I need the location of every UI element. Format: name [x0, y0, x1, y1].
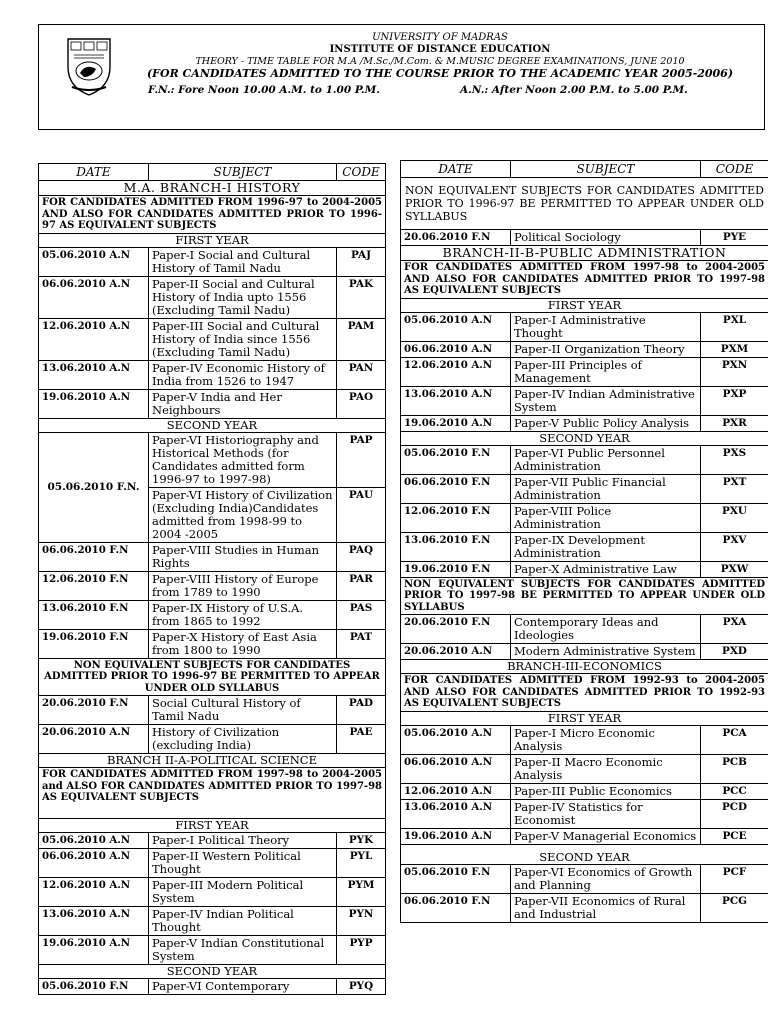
table-row — [39, 935, 386, 964]
code-cell: PAU — [337, 487, 386, 542]
subject-cell: Political Sociology — [511, 230, 701, 246]
subject-cell: Paper-IV Statistics for Economist — [511, 799, 701, 828]
code-cell: PAK — [337, 276, 386, 318]
code-cell: PYL — [337, 848, 386, 877]
code-cell: PAO — [337, 389, 386, 418]
code-cell: PXT — [701, 474, 768, 503]
code-cell: PAP — [337, 432, 386, 487]
table-row — [401, 828, 768, 844]
table-row — [401, 754, 768, 783]
date-cell: 12.06.2010 A.N — [401, 357, 511, 386]
subject-cell: Paper-VI Public Personnel Administration — [511, 445, 701, 474]
table-row — [39, 276, 386, 318]
eligibility-note: FOR CANDIDATES ADMITTED FROM 1996-97 to 2004-2005 AND ALSO FOR CANDIDATES ADMITTED PRIOR TO 1996-97 AS EQUIVALENT SUBJECTS — [39, 196, 386, 234]
code-cell: PXL — [701, 312, 768, 341]
table-row — [401, 532, 768, 561]
date-cell: 06.06.2010 F.N — [401, 474, 511, 503]
date-cell: 12.06.2010 A.N — [39, 318, 149, 360]
code-cell: PXW — [701, 561, 768, 577]
code-cell: PXV — [701, 532, 768, 561]
table-row — [39, 978, 386, 994]
date-cell: 13.06.2010 F.N — [39, 600, 149, 629]
timetable-title: THEORY - TIME TABLE FOR M.A /M.Sc./M.Com. & M.MUSIC DEGREE EXAMINATIONS, JUNE 2010 — [195, 56, 685, 67]
code-cell: PCB — [701, 754, 768, 783]
code-cell: PAT — [337, 629, 386, 658]
after-noon-timing: A.N.: After Noon 2.00 P.M. to 5.00 P.M. — [460, 84, 688, 96]
code-cell: PXA — [701, 615, 768, 644]
code-column-header: CODE — [337, 164, 386, 181]
table-header-row — [39, 164, 386, 181]
table-row — [39, 848, 386, 877]
date-cell: 05.06.2010 F.N — [401, 445, 511, 474]
non-equivalent-note: NON EQUIVALENT SUBJECTS FOR CANDIDATES ADMITTED PRIOR TO 1996-97 BE PERMITTED TO APPEAR UNDER OLD SYLLABUS — [401, 178, 768, 230]
date-cell: 19.06.2010 F.N — [39, 629, 149, 658]
date-cell: 20.06.2010 F.N — [401, 230, 511, 246]
table-row — [401, 799, 768, 828]
table-row — [401, 893, 768, 922]
subject-cell: Paper-V Indian Constitutional System — [149, 935, 337, 964]
subject-cell: Paper-III Public Economics — [511, 783, 701, 799]
subject-cell: Paper-I Micro Economic Analysis — [511, 725, 701, 754]
date-cell: 05.06.2010 A.N — [401, 725, 511, 754]
date-cell: 19.06.2010 F.N — [401, 561, 511, 577]
subject-cell: Paper-VIII Studies in Human Rights — [149, 542, 337, 571]
right-timetable — [400, 160, 768, 923]
year-heading: FIRST YEAR — [39, 818, 386, 832]
date-cell: 06.06.2010 A.N — [401, 341, 511, 357]
fore-noon-timing: F.N.: Fore Noon 10.00 A.M. to 1.00 P.M. — [148, 84, 380, 96]
date-column-header: DATE — [401, 161, 511, 178]
eligibility-note: FOR CANDIDATES ADMITTED FROM 1997-98 to 2004-2005 and ALSO FOR CANDIDATES ADMITTED PRIOR TO 1997-98 AS EQUIVALENT SUBJECTS — [39, 768, 386, 819]
date-column-header: DATE — [39, 164, 149, 181]
table-row — [401, 230, 768, 246]
code-cell: PCE — [701, 828, 768, 844]
table-row — [401, 725, 768, 754]
date-cell: 19.06.2010 A.N — [401, 828, 511, 844]
year-heading: SECOND YEAR — [401, 431, 768, 445]
date-cell: 12.06.2010 F.N — [39, 571, 149, 600]
subject-cell: History of Civilization (excluding India) — [149, 725, 337, 754]
code-column-header: CODE — [701, 161, 768, 178]
code-cell: PYE — [701, 230, 768, 246]
date-cell: 05.06.2010 A.N — [401, 312, 511, 341]
date-cell: 19.06.2010 A.N — [401, 415, 511, 431]
subject-cell: Paper-III Modern Political System — [149, 877, 337, 906]
date-cell: 12.06.2010 A.N — [39, 877, 149, 906]
code-cell: PCC — [701, 783, 768, 799]
subject-cell: Contemporary Ideas and Ideologies — [511, 615, 701, 644]
subject-cell: Paper-V Managerial Economics — [511, 828, 701, 844]
code-cell: PXD — [701, 644, 768, 660]
code-cell: PYP — [337, 935, 386, 964]
subject-cell: Paper-VIII History of Europe from 1789 to 1990 — [149, 571, 337, 600]
table-row — [401, 312, 768, 341]
eligibility-note: FOR CANDIDATES ADMITTED FROM 1997-98 to 2004-2005 AND ALSO FOR CANDIDATES ADMITTED PRIOR TO 1997-98 AS EQUIVALENT SUBJECTS — [401, 261, 768, 299]
subject-cell: Paper-VIII Police Administration — [511, 503, 701, 532]
subject-cell: Paper-VII Economics of Rural and Industrial — [511, 893, 701, 922]
candidates-note: (FOR CANDIDATES ADMITTED TO THE COURSE PRIOR TO THE ACADEMIC YEAR 2005-2006) — [146, 67, 734, 80]
subject-cell: Paper-VI Contemporary — [149, 978, 337, 994]
date-cell: 13.06.2010 A.N — [39, 360, 149, 389]
date-cell: 06.06.2010 F.N — [401, 893, 511, 922]
date-cell: 20.06.2010 A.N — [39, 725, 149, 754]
subject-cell: Paper-VI History of Civilization (Excluding India)Candidates admitted from 1998-99 to 2004 -2005 — [149, 487, 337, 542]
code-cell: PYK — [337, 832, 386, 848]
subject-cell: Paper-IV Indian Administrative System — [511, 386, 701, 415]
table-row — [39, 906, 386, 935]
year-heading: SECOND YEAR — [39, 418, 386, 432]
table-row — [401, 386, 768, 415]
date-cell: 05.06.2010 F.N — [39, 978, 149, 994]
subject-cell: Paper-IX History of U.S.A. from 1865 to 1992 — [149, 600, 337, 629]
table-row — [401, 644, 768, 660]
table-row — [39, 725, 386, 754]
table-row — [39, 542, 386, 571]
subject-cell: Paper-I Administrative Thought — [511, 312, 701, 341]
subject-cell: Paper-X Administrative Law — [511, 561, 701, 577]
table-row — [401, 615, 768, 644]
subject-cell: Paper-II Western Political Thought — [149, 848, 337, 877]
date-cell: 05.06.2010 A.N — [39, 247, 149, 276]
code-cell: PYN — [337, 906, 386, 935]
date-cell: 19.06.2010 A.N — [39, 389, 149, 418]
subject-cell: Paper-IX Development Administration — [511, 532, 701, 561]
date-cell: 05.06.2010 A.N — [39, 832, 149, 848]
subject-cell: Paper-VI Economics of Growth and Planning — [511, 864, 701, 893]
subject-cell: Paper-II Organization Theory — [511, 341, 701, 357]
code-cell: PXM — [701, 341, 768, 357]
year-heading: FIRST YEAR — [401, 711, 768, 725]
table-row — [39, 600, 386, 629]
date-cell: 13.06.2010 A.N — [39, 906, 149, 935]
date-cell: 20.06.2010 A.N — [401, 644, 511, 660]
non-equivalent-note: NON EQUIVALENT SUBJECTS FOR CANDIDATES ADMITTED PRIOR TO 1997-98 BE PERMITTED TO APPEAR UNDER OLD SYLLABUS — [401, 577, 768, 615]
year-heading: SECOND YEAR — [39, 964, 386, 978]
year-heading: FIRST YEAR — [39, 233, 386, 247]
eligibility-note: FOR CANDIDATES ADMITTED FROM 1992-93 to 2004-2005 AND ALSO FOR CANDIDATES ADMITTED PRIOR TO 1992-93 AS EQUIVALENT SUBJECTS — [401, 674, 768, 712]
table-row — [401, 864, 768, 893]
subject-cell: Social Cultural History of Tamil Nadu — [149, 696, 337, 725]
date-cell: 20.06.2010 F.N — [39, 696, 149, 725]
code-cell: PXR — [701, 415, 768, 431]
subject-cell: Paper-I Social and Cultural History of Tamil Nadu — [149, 247, 337, 276]
left-timetable — [38, 163, 386, 995]
code-cell: PAE — [337, 725, 386, 754]
table-row — [39, 389, 386, 418]
table-row — [401, 445, 768, 474]
date-cell: 13.06.2010 A.N — [401, 799, 511, 828]
subject-cell: Paper-II Social and Cultural History of India upto 1556 (Excluding Tamil Nadu) — [149, 276, 337, 318]
subject-cell: Paper-VII Public Financial Administration — [511, 474, 701, 503]
code-cell: PYM — [337, 877, 386, 906]
code-cell: PXP — [701, 386, 768, 415]
table-row — [39, 629, 386, 658]
date-cell: 06.06.2010 A.N — [39, 276, 149, 318]
non-equivalent-note: NON EQUIVALENT SUBJECTS FOR CANDIDATES ADMITTED PRIOR TO 1996-97 BE PERMITTED TO APPEAR UNDER OLD SYLLABUS — [39, 658, 386, 696]
institute-name: INSTITUTE OF DISTANCE EDUCATION — [329, 44, 551, 55]
date-cell: 12.06.2010 A.N — [401, 783, 511, 799]
table-row — [39, 247, 386, 276]
table-row — [39, 318, 386, 360]
subject-cell: Paper-V Public Policy Analysis — [511, 415, 701, 431]
table-row — [401, 341, 768, 357]
date-cell: 13.06.2010 F.N — [401, 532, 511, 561]
year-heading: SECOND YEAR — [401, 844, 768, 864]
code-cell: PXU — [701, 503, 768, 532]
table-row — [401, 503, 768, 532]
subject-cell: Paper-II Macro Economic Analysis — [511, 754, 701, 783]
table-row — [401, 783, 768, 799]
date-cell: 20.06.2010 F.N — [401, 615, 511, 644]
subject-cell: Paper-III Social and Cultural History of India since 1556 (Excluding Tamil Nadu) — [149, 318, 337, 360]
code-cell: PAN — [337, 360, 386, 389]
university-name: UNIVERSITY OF MADRAS — [372, 32, 508, 43]
table-row — [401, 415, 768, 431]
code-cell: PAR — [337, 571, 386, 600]
code-cell: PYQ — [337, 978, 386, 994]
subject-cell: Paper-IV Economic History of India from 1526 to 1947 — [149, 360, 337, 389]
code-cell: PCA — [701, 725, 768, 754]
code-cell: PAQ — [337, 542, 386, 571]
code-cell: PXS — [701, 445, 768, 474]
date-cell: 19.06.2010 A.N — [39, 935, 149, 964]
table-row — [401, 474, 768, 503]
subject-cell: Paper-I Political Theory — [149, 832, 337, 848]
code-cell: PXN — [701, 357, 768, 386]
subject-cell: Paper-V India and Her Neighbours — [149, 389, 337, 418]
subject-column-header: SUBJECT — [511, 161, 701, 178]
subject-cell: Modern Administrative System — [511, 644, 701, 660]
table-row — [401, 561, 768, 577]
code-cell: PCF — [701, 864, 768, 893]
subject-cell: Paper-X History of East Asia from 1800 to 1990 — [149, 629, 337, 658]
table-row — [401, 357, 768, 386]
subject-cell: Paper-VI Historiography and Historical Methods (for Candidates admitted form 1996-97 to 1997-98) — [149, 432, 337, 487]
code-cell: PAS — [337, 600, 386, 629]
table-row — [39, 696, 386, 725]
date-cell: 06.06.2010 F.N — [39, 542, 149, 571]
subject-column-header: SUBJECT — [149, 164, 337, 181]
code-cell: PCG — [701, 893, 768, 922]
date-cell: 13.06.2010 A.N — [401, 386, 511, 415]
branch-title: BRANCH-III-ECONOMICS — [401, 660, 768, 674]
branch-title: BRANCH-II-B-PUBLIC ADMINISTRATION — [401, 246, 768, 261]
branch-title: BRANCH II-A-POLITICAL SCIENCE — [39, 754, 386, 768]
table-row — [39, 832, 386, 848]
code-cell: PCD — [701, 799, 768, 828]
date-cell: 06.06.2010 A.N — [401, 754, 511, 783]
code-cell: PAD — [337, 696, 386, 725]
table-row — [39, 571, 386, 600]
table-row — [39, 432, 386, 487]
table-row — [39, 877, 386, 906]
code-cell: PAM — [337, 318, 386, 360]
date-cell: 05.06.2010 F.N — [401, 864, 511, 893]
date-cell: 06.06.2010 A.N — [39, 848, 149, 877]
table-header-row — [401, 161, 768, 178]
date-cell: 12.06.2010 F.N — [401, 503, 511, 532]
branch-title: M.A. BRANCH-I HISTORY — [39, 181, 386, 196]
subject-cell: Paper-IV Indian Political Thought — [149, 906, 337, 935]
date-cell: 05.06.2010 F.N. — [39, 432, 149, 542]
university-seal-icon — [62, 33, 116, 97]
subject-cell: Paper-III Principles of Management — [511, 357, 701, 386]
table-row — [39, 360, 386, 389]
year-heading: FIRST YEAR — [401, 298, 768, 312]
code-cell: PAJ — [337, 247, 386, 276]
